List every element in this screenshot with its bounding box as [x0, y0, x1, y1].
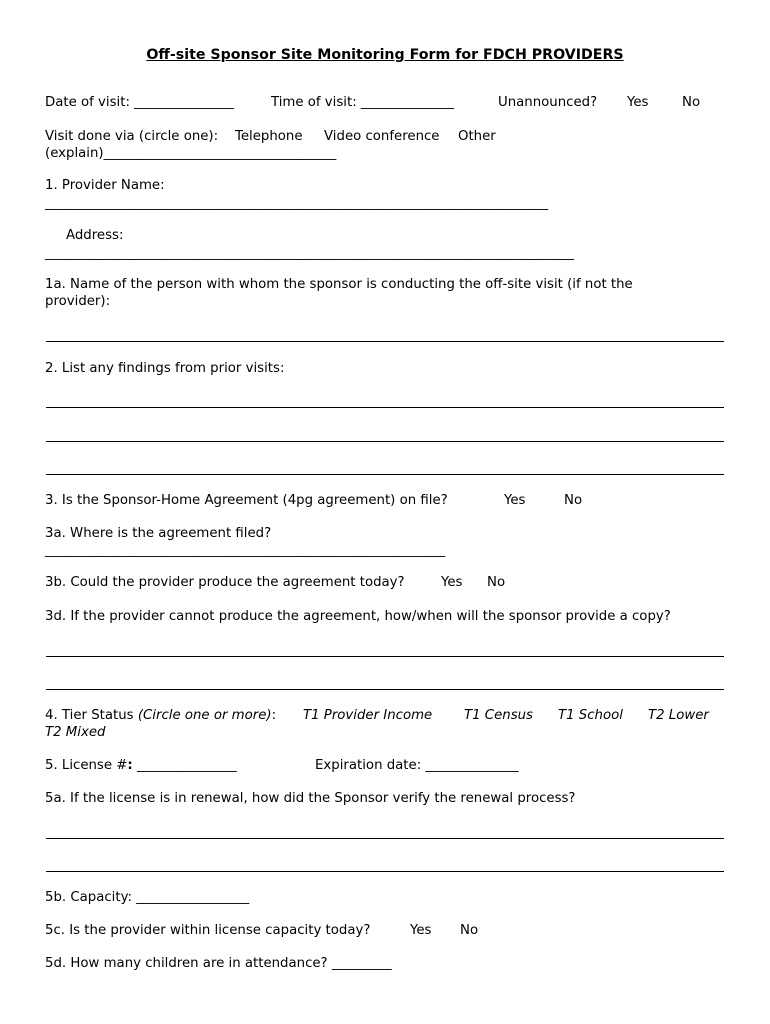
- unannounced-yes-option[interactable]: Yes: [627, 95, 649, 110]
- tier-t1-census-option[interactable]: T1 Census: [464, 708, 533, 723]
- address-line[interactable]: __________________________________________________________________________________: [45, 246, 574, 261]
- tier-status-colon: :: [271, 708, 277, 723]
- tier-t1-school-option[interactable]: T1 School: [558, 708, 623, 723]
- q1a-label-line1: 1a. Name of the person with whom the sponsor is conducting the off-site visit (if not the: [45, 277, 633, 292]
- q1a-answer-line[interactable]: [46, 341, 724, 342]
- q3d-answer-line-2[interactable]: [46, 689, 724, 690]
- expiration-date-field[interactable]: Expiration date: ______________: [315, 758, 519, 773]
- q2-answer-line-3[interactable]: [46, 474, 724, 475]
- q3-yes-option[interactable]: Yes: [504, 493, 526, 508]
- q1a-label-line2: provider):: [45, 294, 111, 309]
- tier-t2-lower-option[interactable]: T2 Lower: [648, 708, 709, 723]
- q3b-label: 3b. Could the provider produce the agreement today?: [45, 575, 405, 590]
- unannounced-no-option[interactable]: No: [682, 95, 701, 110]
- tier-status-line: [45, 708, 276, 724]
- visit-via-telephone-option[interactable]: Telephone: [235, 129, 303, 144]
- children-attendance-field[interactable]: 5d. How many children are in attendance? _________: [45, 956, 392, 971]
- tier-status-hint: (Circle one or more): [137, 708, 272, 723]
- q3-label: 3. Is the Sponsor-Home Agreement (4pg agreement) on file?: [45, 493, 448, 508]
- q2-answer-line-1[interactable]: [46, 407, 724, 408]
- time-of-visit-field[interactable]: Time of visit: ______________: [271, 95, 454, 110]
- visit-via-video-option[interactable]: Video conference: [324, 129, 440, 144]
- q3a-answer-line[interactable]: ______________________________________________________________: [45, 543, 445, 558]
- q3-no-option[interactable]: No: [564, 493, 583, 508]
- capacity-field[interactable]: 5b. Capacity: _________________: [45, 890, 250, 905]
- license-number-label: 5. License #: [45, 758, 128, 773]
- q3d-label: 3d. If the provider cannot produce the agreement, how/when will the sponsor provide a copy?: [45, 609, 671, 624]
- q3b-no-option[interactable]: No: [487, 575, 506, 590]
- unannounced-label: Unannounced?: [498, 95, 598, 110]
- address-label: Address:: [66, 228, 124, 243]
- q5a-answer-line-2[interactable]: [46, 871, 724, 872]
- license-number-colon: :: [127, 758, 133, 773]
- tier-t2-mixed-option[interactable]: T2 Mixed: [45, 725, 106, 740]
- q3d-answer-line-1[interactable]: [46, 656, 724, 657]
- date-of-visit-field[interactable]: Date of visit: _______________: [45, 95, 234, 110]
- q2-label: 2. List any findings from prior visits:: [45, 361, 285, 376]
- license-number-blank[interactable]: _______________: [132, 758, 237, 773]
- provider-name-line[interactable]: ______________________________________________________________________________: [45, 196, 548, 211]
- q3a-label: 3a. Where is the agreement filed?: [45, 526, 272, 541]
- visit-via-label: Visit done via (circle one):: [45, 129, 219, 144]
- q5c-label: 5c. Is the provider within license capacity today?: [45, 923, 371, 938]
- form-title: Off-site Sponsor Site Monitoring Form for FDCH PROVIDERS: [146, 47, 624, 63]
- tier-status-label: 4. Tier Status: [45, 708, 134, 723]
- q3b-yes-option[interactable]: Yes: [441, 575, 463, 590]
- q5a-label: 5a. If the license is in renewal, how did the Sponsor verify the renewal process?: [45, 791, 576, 806]
- q5a-answer-line-1[interactable]: [46, 838, 724, 839]
- license-number-field[interactable]: [45, 758, 237, 774]
- provider-name-label: 1. Provider Name:: [45, 178, 165, 193]
- visit-via-other-option[interactable]: Other: [458, 129, 496, 144]
- q5c-yes-option[interactable]: Yes: [410, 923, 432, 938]
- q5c-no-option[interactable]: No: [460, 923, 479, 938]
- visit-via-explain-field[interactable]: (explain)___________________________________: [45, 146, 337, 161]
- tier-t1-provider-income-option[interactable]: T1 Provider Income: [303, 708, 433, 723]
- q2-answer-line-2[interactable]: [46, 441, 724, 442]
